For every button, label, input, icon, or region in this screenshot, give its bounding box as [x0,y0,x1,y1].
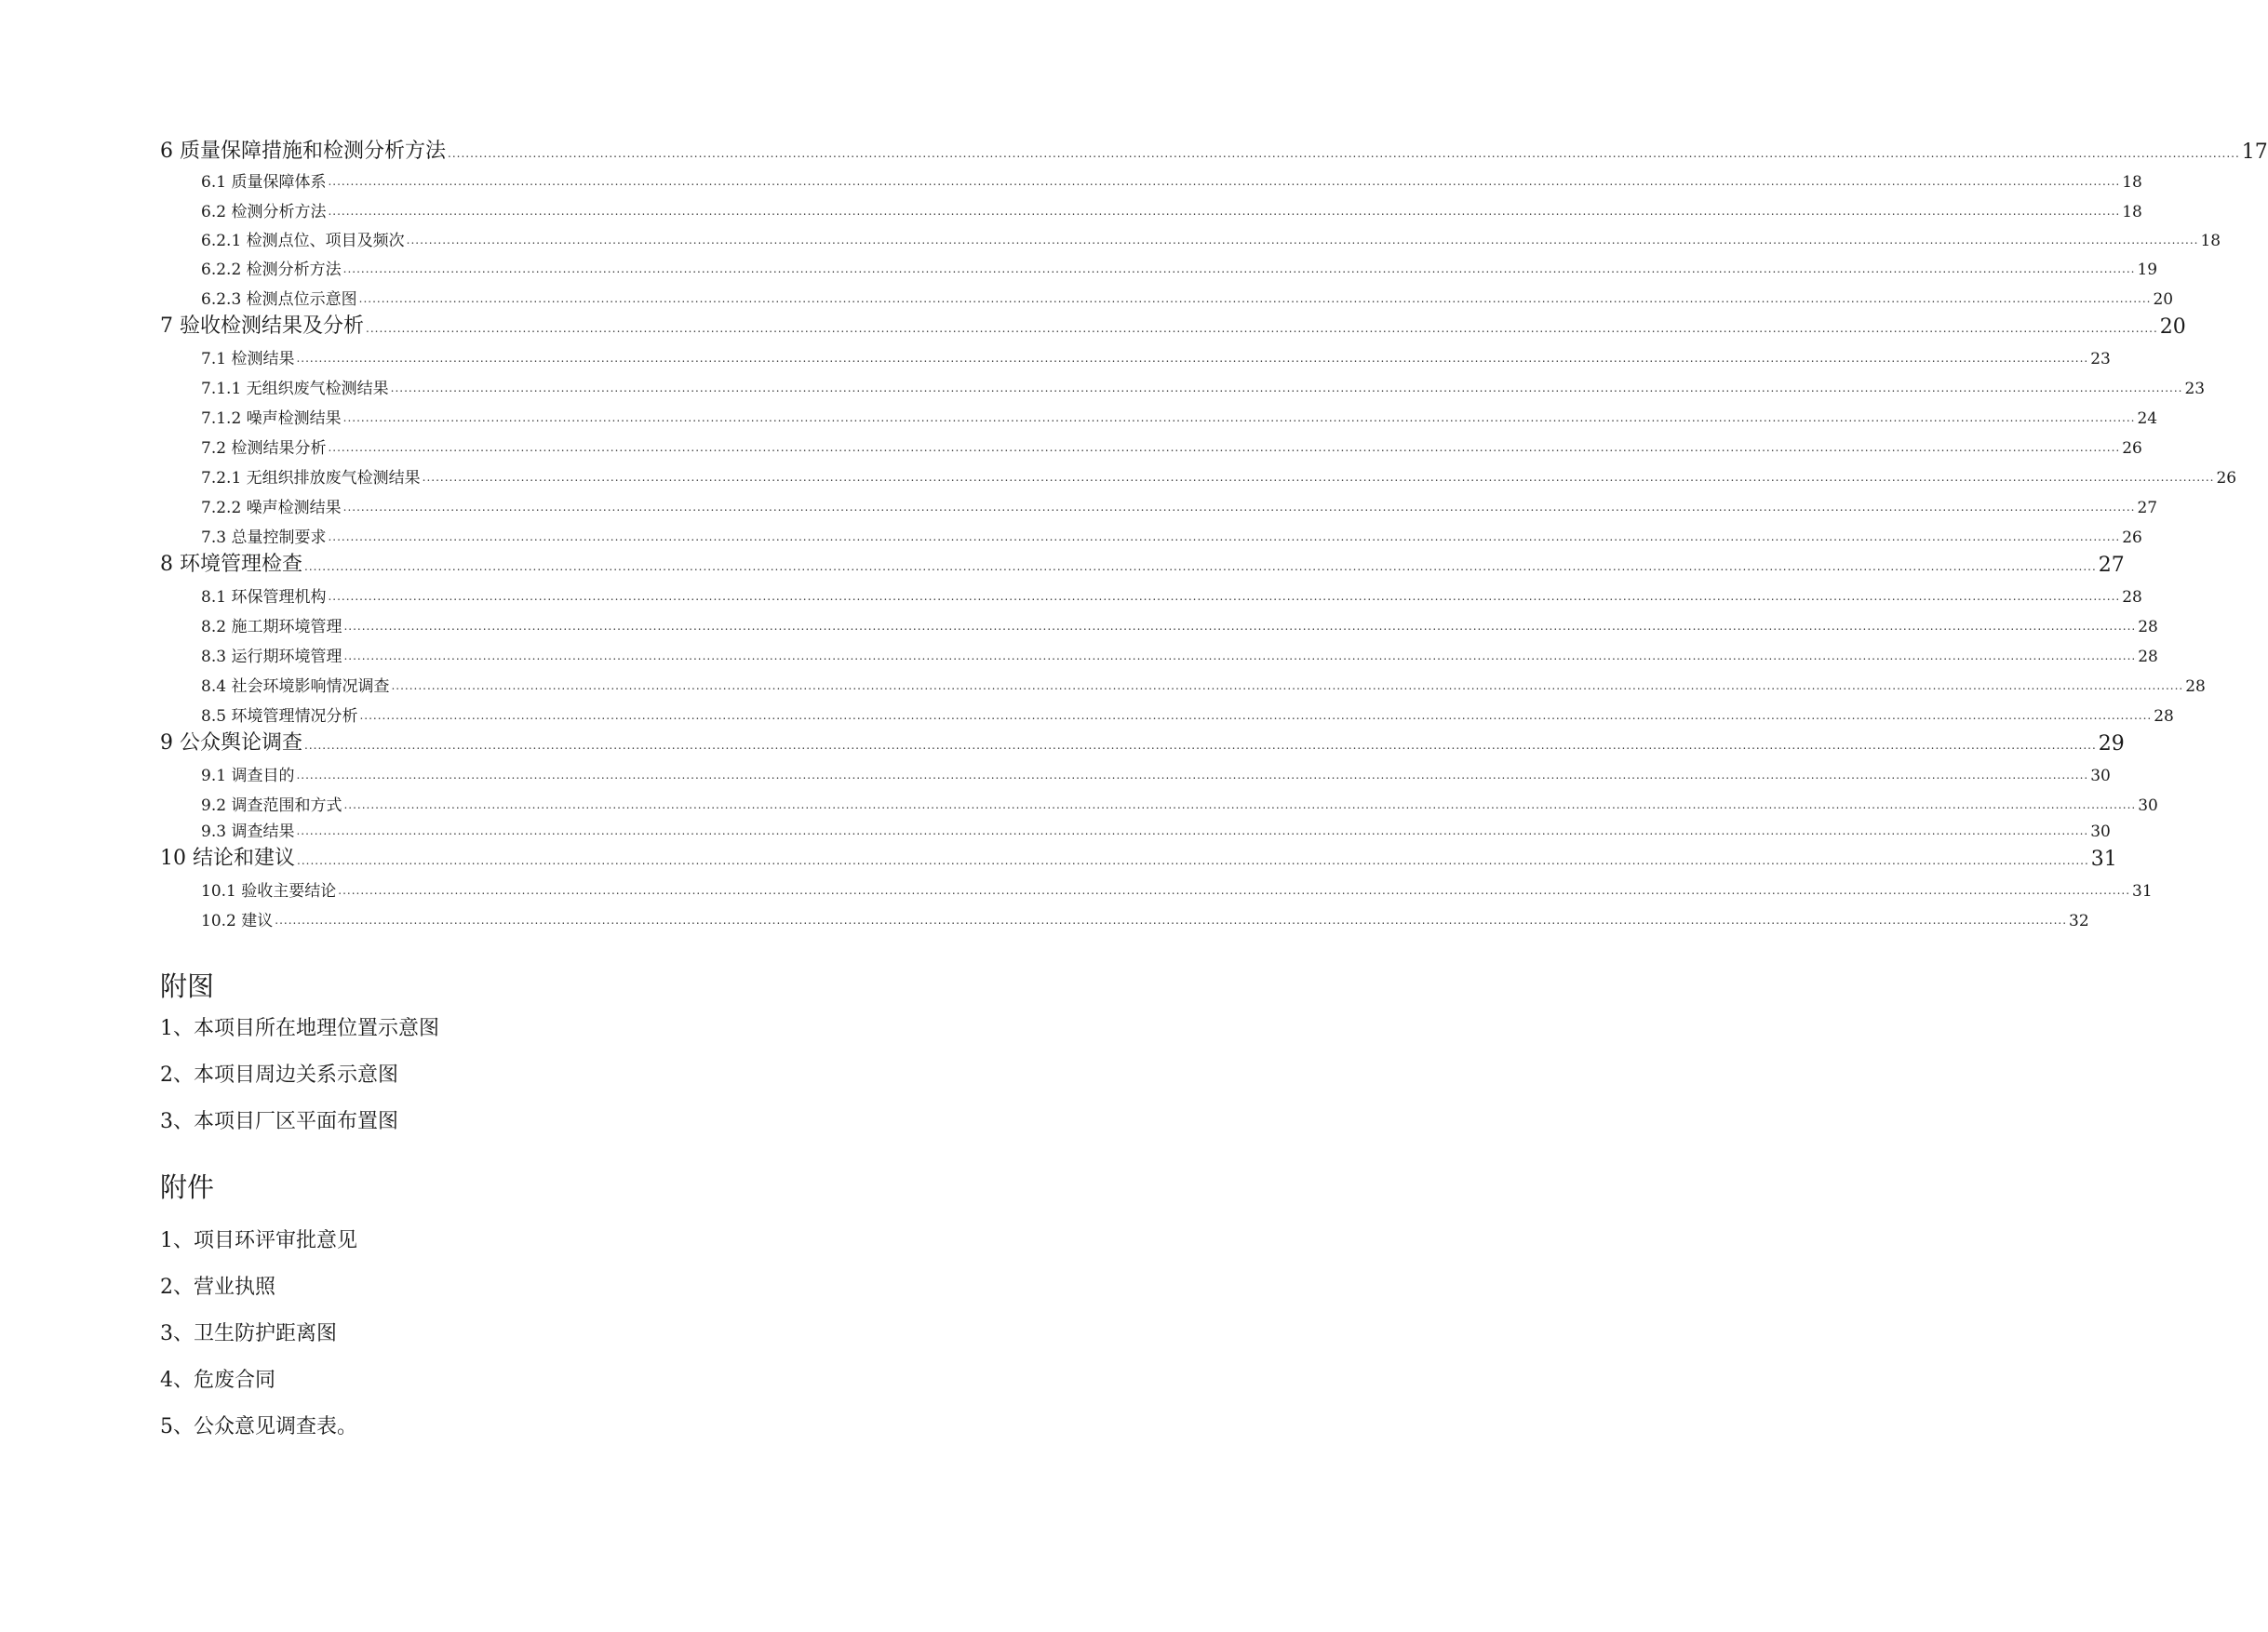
toc-entry-page-number: 24 [2137,409,2158,428]
toc-entry[interactable] [201,609,2158,636]
toc-leader-dots: ................................................................................................................................................................................................................................................................................................................................................................................................................ [275,914,2068,927]
toc-entry-label: 10 结论和建议 [160,847,295,870]
toc-entry[interactable] [201,251,2158,279]
toc-leader-dots: ................................................................................................................................................................................................................................................................................................................................................................................................................ [343,620,2137,633]
figures-heading: 附图 [160,970,215,1002]
toc-entry-label: 8.5 环境管理情况分析 [201,707,358,726]
toc-entry[interactable] [201,400,2158,428]
toc-leader-dots: ................................................................................................................................................................................................................................................................................................................................................................................................................ [296,769,2089,782]
toc-entry[interactable] [201,281,2174,309]
toc-entry-page-number: 32 [2069,912,2089,930]
toc-leader-dots: ................................................................................................................................................................................................................................................................................................................................................................................................................ [328,441,2121,454]
toc-entry-label: 8.4 社会环境影响情况调查 [201,677,390,696]
toc-entry-label: 6.2.2 检测分析方法 [201,261,342,279]
toc-leader-dots: ................................................................................................................................................................................................................................................................................................................................................................................................................ [338,884,2131,897]
toc-leader-dots: ................................................................................................................................................................................................................................................................................................................................................................................................................ [343,649,2137,662]
attachment-item: 2、营业执照 [160,1276,275,1299]
toc-entry-label: 9.3 调查结果 [201,823,295,841]
toc-leader-dots: ................................................................................................................................................................................................................................................................................................................................................................................................................ [296,824,2089,837]
toc-entry-label: 9.2 调查范围和方式 [201,796,342,815]
toc-entry[interactable] [201,430,2142,458]
toc-entry-label: 7 验收检测结果及分析 [160,314,364,338]
toc-leader-dots: ................................................................................................................................................................................................................................................................................................................................................................................................................ [342,262,2136,275]
toc-entry[interactable] [201,489,2158,517]
toc-entry-page-number: 28 [2185,677,2206,696]
toc-entry[interactable] [201,757,2111,785]
toc-leader-dots: ................................................................................................................................................................................................................................................................................................................................................................................................................ [422,471,2215,484]
toc-entry-page-number: 18 [2122,203,2142,221]
toc-entry-page-number: 23 [2184,380,2206,398]
toc-entry-label: 6.1 质量保障体系 [201,173,327,192]
toc-entry[interactable] [201,519,2142,547]
toc-entry[interactable] [201,873,2153,901]
toc-entry-page-number: 28 [2138,618,2158,636]
toc-entry[interactable] [160,136,2268,164]
toc-leader-dots: ................................................................................................................................................................................................................................................................................................................................................................................................................ [304,739,2097,752]
toc-entry[interactable] [201,903,2089,930]
toc-entry-label: 8.2 施工期环境管理 [201,618,342,636]
toc-entry-label: 7.2 检测结果分析 [201,439,327,458]
figure-item: 2、本项目周边关系示意图 [160,1063,398,1087]
figure-item: 1、本项目所在地理位置示意图 [160,1017,439,1040]
toc-entry[interactable] [201,222,2221,250]
toc-leader-dots: ................................................................................................................................................................................................................................................................................................................................................................................................................ [358,292,2152,305]
toc-entry[interactable] [201,787,2158,815]
attachment-item: 1、项目环评审批意见 [160,1229,357,1252]
toc-entry-page-number: 28 [2122,588,2142,607]
toc-entry-label: 10.2 建议 [201,912,274,930]
toc-entry-page-number: 30 [2090,823,2111,841]
toc-entry-label: 6.2.1 检测点位、项目及频次 [201,232,405,250]
toc-leader-dots: ................................................................................................................................................................................................................................................................................................................................................................................................................ [296,352,2089,365]
toc-entry-label: 7.3 总量控制要求 [201,528,327,547]
toc-leader-dots: ................................................................................................................................................................................................................................................................................................................................................................................................................ [328,175,2121,188]
toc-entry-page-number: 26 [2216,469,2237,488]
toc-entry-label: 6.2.3 检测点位示意图 [201,290,357,309]
toc-entry-label: 8 环境管理检查 [160,553,302,576]
toc-entry-label: 6.2 检测分析方法 [201,203,327,221]
toc-entry[interactable] [201,341,2111,368]
toc-leader-dots: ................................................................................................................................................................................................................................................................................................................................................................................................................ [391,679,2184,692]
toc-entry-label: 8.3 运行期环境管理 [201,648,342,666]
toc-leader-dots: ................................................................................................................................................................................................................................................................................................................................................................................................................ [342,501,2136,514]
toc-entry-page-number: 30 [2090,767,2111,785]
toc-entry-label: 10.1 验收主要结论 [201,882,337,901]
toc-entry[interactable] [201,638,2158,666]
toc-entry[interactable] [201,164,2142,192]
toc-entry-page-number: 20 [2159,315,2186,339]
toc-leader-dots: ................................................................................................................................................................................................................................................................................................................................................................................................................ [359,709,2153,722]
toc-entry-page-number: 27 [2098,554,2125,577]
toc-entry-label: 7.2.1 无组织排放废气检测结果 [201,469,421,488]
toc-entry-label: 9.1 调查目的 [201,767,295,785]
toc-leader-dots: ................................................................................................................................................................................................................................................................................................................................................................................................................ [304,560,2097,573]
toc-leader-dots: ................................................................................................................................................................................................................................................................................................................................................................................................................ [406,234,2199,247]
toc-entry-page-number: 19 [2137,261,2158,279]
toc-entry[interactable] [201,698,2174,726]
toc-entry[interactable] [201,370,2206,398]
toc-leader-dots: ................................................................................................................................................................................................................................................................................................................................................................................................................ [328,590,2121,603]
toc-entry-label: 7.1.2 噪声检测结果 [201,409,342,428]
attachment-item: 3、卫生防护距离图 [160,1322,337,1345]
toc-entry-label: 7.1 检测结果 [201,350,295,368]
toc-entry[interactable] [160,311,2186,339]
toc-entry-page-number: 28 [2138,648,2158,666]
toc-entry-label: 9 公众舆论调查 [160,731,302,755]
toc-entry[interactable] [201,579,2142,607]
toc-entry-page-number: 31 [2090,848,2117,871]
toc-entry[interactable] [201,813,2111,841]
toc-entry-page-number: 17 [2241,140,2268,164]
toc-entry[interactable] [160,728,2125,756]
toc-entry-page-number: 20 [2153,290,2174,309]
toc-leader-dots: ................................................................................................................................................................................................................................................................................................................................................................................................................ [366,322,2158,335]
toc-entry-page-number: 26 [2122,439,2142,458]
toc-leader-dots: ................................................................................................................................................................................................................................................................................................................................................................................................................ [448,147,2240,160]
toc-leader-dots: ................................................................................................................................................................................................................................................................................................................................................................................................................ [390,381,2183,395]
toc-leader-dots: ................................................................................................................................................................................................................................................................................................................................................................................................................ [342,411,2136,424]
toc-entry-page-number: 30 [2138,796,2158,815]
toc-leader-dots: ................................................................................................................................................................................................................................................................................................................................................................................................................ [297,854,2089,867]
toc-entry-label: 8.1 环保管理机构 [201,588,327,607]
toc-entry[interactable] [201,194,2142,221]
attachments-heading: 附件 [160,1171,215,1203]
toc-entry-page-number: 18 [2122,173,2142,192]
toc-leader-dots: ................................................................................................................................................................................................................................................................................................................................................................................................................ [343,798,2137,811]
toc-entry-label: 7.1.1 无组织废气检测结果 [201,380,389,398]
toc-entry[interactable] [160,843,2117,871]
toc-entry[interactable] [201,668,2206,696]
toc-entry[interactable] [201,460,2237,488]
toc-entry-page-number: 31 [2132,882,2153,901]
toc-entry-page-number: 26 [2122,528,2142,547]
toc-entry-label: 6 质量保障措施和检测分析方法 [160,140,446,163]
toc-entry-page-number: 29 [2098,732,2125,756]
toc-leader-dots: ................................................................................................................................................................................................................................................................................................................................................................................................................ [328,205,2121,218]
toc-entry-label: 7.2.2 噪声检测结果 [201,499,342,517]
toc-entry-page-number: 23 [2090,350,2111,368]
toc-entry[interactable] [160,549,2125,577]
toc-entry-page-number: 18 [2200,232,2221,250]
attachment-item: 5、公众意见调查表。 [160,1415,357,1438]
toc-entry-page-number: 27 [2137,499,2158,517]
toc-leader-dots: ................................................................................................................................................................................................................................................................................................................................................................................................................ [328,530,2121,543]
figure-item: 3、本项目厂区平面布置图 [160,1110,398,1133]
attachment-item: 4、危废合同 [160,1369,275,1392]
toc-entry-page-number: 28 [2154,707,2174,726]
